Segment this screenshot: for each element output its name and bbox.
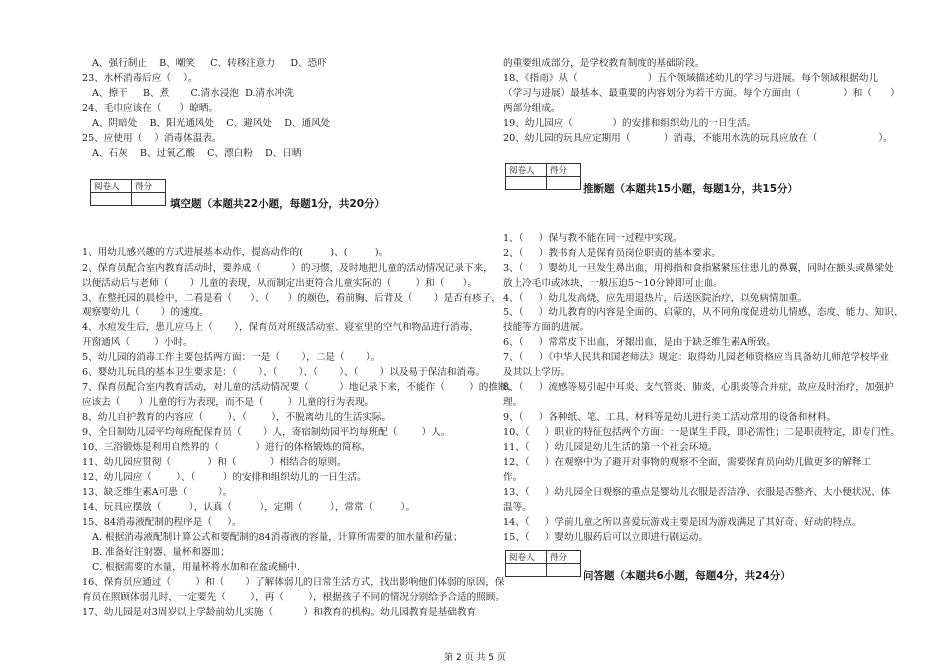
score-cell — [132, 193, 166, 206]
question-line: 25、应使用（ ）消毒体温表。 — [82, 133, 222, 144]
grader-cell — [506, 564, 547, 577]
question-line: 15、（ ）婴幼儿服药后可以立即进行剧运动。 — [503, 532, 708, 543]
grader-label: 阅卷人 — [506, 164, 547, 177]
score-label: 得分 — [547, 551, 581, 564]
question-line: （学习与进展）最基本、最重要的内容划分为若干方面。每个方面由（ ）和（ ） — [503, 88, 900, 99]
question-line: 12、（ ）在观察中为了避开对事物的观察不全面，需要保育员向幼儿做更多的解释工 — [503, 457, 872, 468]
question-line: 10、（ ）职业的特征包括两个方面：一是谋生手段，即必需性；二是职责特定，即专门性。 — [503, 427, 900, 438]
question-line: 10、三浴锻炼是利用自然界的（ ）进行的体格锻炼的简称。 — [82, 442, 371, 453]
question-line: 14、（ ）学前儿童之所以喜爱玩游戏主要是因为游戏满足了其好奇、好动的特点。 — [503, 517, 862, 528]
option-line: A、石灰 B、过氧乙酸 C、漂白粉 D、日晒 — [92, 148, 302, 159]
question-line: 12、幼儿园应（ ）、（ ）的安排和组织幼儿的一日生活。 — [82, 472, 367, 483]
question-line: 温等。 — [503, 502, 532, 513]
question-line: 6、（ ）常常皮下出血，牙龈出血，是由于缺乏维生素A所致。 — [503, 337, 776, 348]
question-line: 5、幼儿园的消毒工作主要包括两方面：一是（ ），二是（ ）。 — [82, 352, 381, 363]
option-line: A、强行制止 B、嘲笑 C、转移注意力 D、恐吓 — [92, 58, 327, 69]
question-line: 的重要组成部分，是学校教育制度的基础阶段。 — [503, 58, 705, 69]
question-line: 7、保育员配合室内教育活动，对儿童的活动情况要（ ）地记录下来，不能作（ ）的推断， — [82, 382, 518, 393]
section-title-judgement: 推断题（本题共15小题，每题1分，共15分） — [583, 183, 799, 195]
grader-cell — [91, 193, 132, 206]
question-line: 4、（ ）幼儿发高烧，应先用退热片，后送医院治疗，以免病情加重。 — [503, 293, 808, 304]
option-line: B. 准备好注射器、量杯和器皿； — [92, 547, 230, 558]
score-box — [90, 179, 166, 206]
question-line: 14、玩具应摆放（ ），认真（ ），定期（ ），常常（ ）。 — [82, 502, 416, 513]
question-line: 19、幼儿园应（ ）的安排和组织幼儿的一日生活。 — [503, 118, 757, 129]
question-line: 2、保育员配合室内教育活动时，要养成（ ）的习惯，及时地把儿童的活动情况记录下来， — [82, 263, 493, 274]
question-line: 15、84消毒液配制的程序是（ ）。 — [82, 517, 242, 528]
question-line: 23、水杯消毒后应（ ）。 — [82, 73, 198, 84]
question-line: 4、水痘发生后，患儿应马上（ ），保育员对班级活动室、寝室里的空气和物品进行消毒， — [82, 322, 479, 333]
question-line: 9、全日制幼儿园平均每班配保育员（ ）人，寄宿制幼园平均每班配（ ）人。 — [82, 427, 451, 438]
question-line: 8、（ ）流感等易引起中耳炎、支气管炎、肺炎、心肌炎等合并症，故应及时治疗，加强护 — [503, 382, 894, 393]
question-line: 3、在整托园的晨检中，二看是看（ ）、（ ）的颜色，看前胸、后背及（ ）是否有疹子， — [82, 293, 502, 304]
page-number: 第 2 页 共 5 页 — [444, 653, 506, 663]
score-label: 得分 — [547, 164, 581, 177]
option-line: A、阴暗处 B、阳光通风处 C、避风处 D、通风处 — [92, 118, 331, 129]
question-line: 1、（ ）保与教不能在同一过程中实现。 — [503, 233, 683, 244]
question-line: 3、（ ）婴幼儿一旦发生鼻出血，用拇指和食指紧紧压住患儿的鼻翼，同时在额头或鼻梁处 — [503, 263, 894, 274]
question-line: 17、幼儿园是对3周岁以上学龄前幼儿实施（ ）和教育的机构。幼儿园教育是基础教育 — [82, 607, 477, 618]
question-line: 11、（ ）幼儿园是幼儿生活的第一个社会环境。 — [503, 442, 718, 453]
score-box — [505, 550, 581, 577]
question-line: 及其以上学历。 — [503, 367, 571, 378]
question-line: 育员在照顾体弱儿时，一定要先（ ），再（ ），根据孩子不同的情况分别给予合适的照顾。 — [82, 592, 505, 603]
question-line: 作。 — [503, 472, 523, 483]
option-line: A. 根据消毒液配制计算公式和要配制的84消毒液的容量，计算所需要的加水量和药量； — [92, 532, 463, 543]
question-line: 两部分组成。 — [503, 103, 561, 114]
section-title-fill-in: 填空题（本题共22小题，每题1分，共20分） — [170, 198, 386, 210]
question-line: 开窗通风（ ）小时。 — [82, 337, 193, 348]
score-label: 得分 — [132, 180, 166, 193]
grader-label: 阅卷人 — [506, 551, 547, 564]
section-title-qa: 问答题（本题共6小题，每题4分，共24分） — [583, 570, 791, 582]
question-line: 7、（ ）《中华人民共和国老师法》规定：取得幼儿园老师资格应当具备幼儿师范学校毕业 — [503, 352, 889, 363]
question-line: 11、幼儿园应贯彻（ ）和（ ）相结合的原则。 — [82, 457, 347, 468]
option-line: A、擦干 B、煮 C.清水浸泡 D.清水冲洗 — [92, 88, 294, 99]
question-line: 20、幼儿园的玩具应定期用（ ）消毒，不能用水洗的玩具应放在（ ）。 — [503, 133, 893, 144]
question-line: 技能等方面的进展。 — [503, 322, 590, 333]
option-line: C. 根据需要的水量，用量杯将水加和在盆或桶中. — [92, 562, 301, 573]
score-cell — [547, 177, 581, 190]
question-line: 以便活动后与老师（ ）儿童的表现，从而制定出更符合儿童实际的（ ）和（ ）。 — [82, 278, 478, 289]
grader-cell — [506, 177, 547, 190]
question-line: 观察婴幼儿（ ）的速度。 — [82, 307, 209, 318]
question-line: 6、婴幼儿玩具的基本卫生要求是：（ ）、（ ）、（ ）、（ ）以及易于保洁和消毒。 — [82, 367, 486, 378]
question-line: 13、（ ）幼儿园全日观察的重点是婴幼儿衣服是否洁净、衣服是否整齐、大小便状况、体 — [503, 487, 891, 498]
question-line: 16、保育员应通过（ ）和（ ）了解体弱儿的日常生活方式，找出影响他们体弱的原因，保 — [82, 577, 505, 588]
question-line: 理。 — [503, 397, 523, 408]
question-line: 8、幼儿自护教育的内容应（ ）、（ ），不脱离幼儿的生活实际。 — [82, 412, 392, 423]
question-line: 18、《指南》从（ ）五个领域描述幼儿的学习与进展。每个领域根据幼儿 — [503, 73, 878, 84]
score-cell — [547, 564, 581, 577]
grader-label: 阅卷人 — [91, 180, 132, 193]
question-line: 1、用幼儿感兴趣的方式进展基本动作，提高动作的( )、( )。 — [82, 247, 389, 258]
question-line: 应该去（ ）儿童的行为表现，而不是（ ）儿童的行为表现。 — [82, 397, 375, 408]
question-line: 9、（ ）各种纸、笔、工具、材料等是幼儿进行美工活动常用的设备和材料。 — [503, 412, 837, 423]
question-line: 2、（ ）教书育人是保育员岗位职责的基本要求。 — [503, 248, 722, 259]
question-line: 24、毛巾应该在（ ）晾晒。 — [82, 103, 219, 114]
score-box — [505, 163, 581, 190]
question-line: 13、缺乏维生素A可患（ ）。 — [82, 487, 233, 498]
question-line: 5、（ ）幼儿教育的内容是全面的、启蒙的，从不同角度促进幼儿情感、态度、能力、知识、 — [503, 307, 904, 318]
question-line: 放上冷毛巾或冰块，一般压迫5～10分钟即可止血。 — [503, 278, 723, 289]
